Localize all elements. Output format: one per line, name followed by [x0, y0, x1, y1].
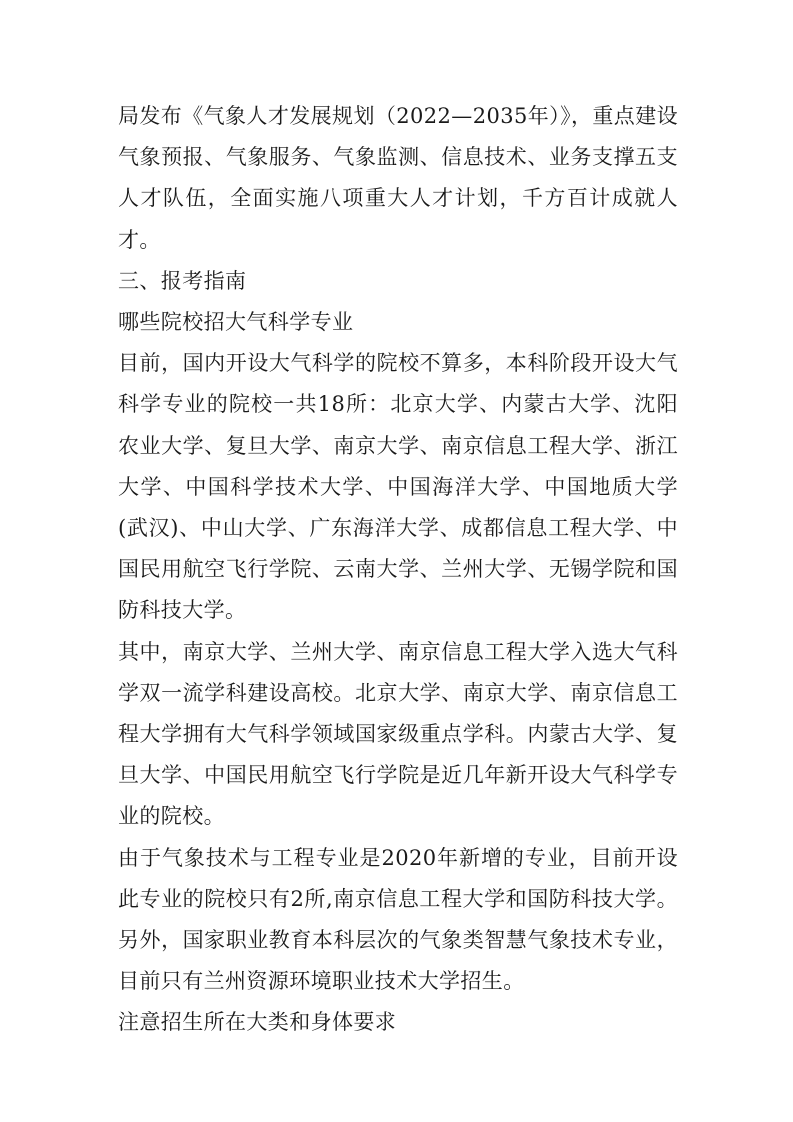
paragraph-double-first-class: 其中，南京大学、兰州大学、南京信息工程大学入选大气科学双一流学科建设高校。北京大学、南京大学、南京信息工程大学拥有大气科学领域国家级重点学科。内蒙古大学、复旦大学、中国民用航空飞行学院是近几年新开设大气科学专业的院校。 — [118, 639, 678, 829]
paragraph-meteorological-tech: 由于气象技术与工程专业是2020年新增的专业，目前开设此专业的院校只有2所,南京信息工程大学和国防科技大学。另外，国家职业教育本科层次的气象类智慧气象技术专业，目前只有兰州资源环境职业技术大学招生。 — [118, 845, 678, 994]
subheading-which-schools: 哪些院校招大气科学专业 — [118, 310, 354, 335]
subheading-enrollment-requirements: 注意招生所在大类和身体要求 — [118, 1010, 397, 1035]
paragraph-school-list: 目前，国内开设大气科学的院校不算多，本科阶段开设大气科学专业的院校一共18所：北京大学、内蒙古大学、沈阳农业大学、复旦大学、南京大学、南京信息工程大学、浙江大学、中国科学技术大学、中国海洋大学、中国地质大学(武汉)、中山大学、广东海洋大学、成都信息工程大学、中国民用航空飞行学院、云南大学、兰州大学、无锡学院和国防科技大学。 — [118, 351, 678, 623]
section-heading-application-guide: 三、报考指南 — [118, 268, 247, 293]
paragraph-talent-plan: 局发布《气象人才发展规划（2022—2035年）》，重点建设气象预报、气象服务、气象监测、信息技术、业务支撑五支人才队伍，全面实施八项重大人才计划，千方百计成就人才。 — [118, 104, 678, 252]
document-page — [118, 96, 678, 1044]
